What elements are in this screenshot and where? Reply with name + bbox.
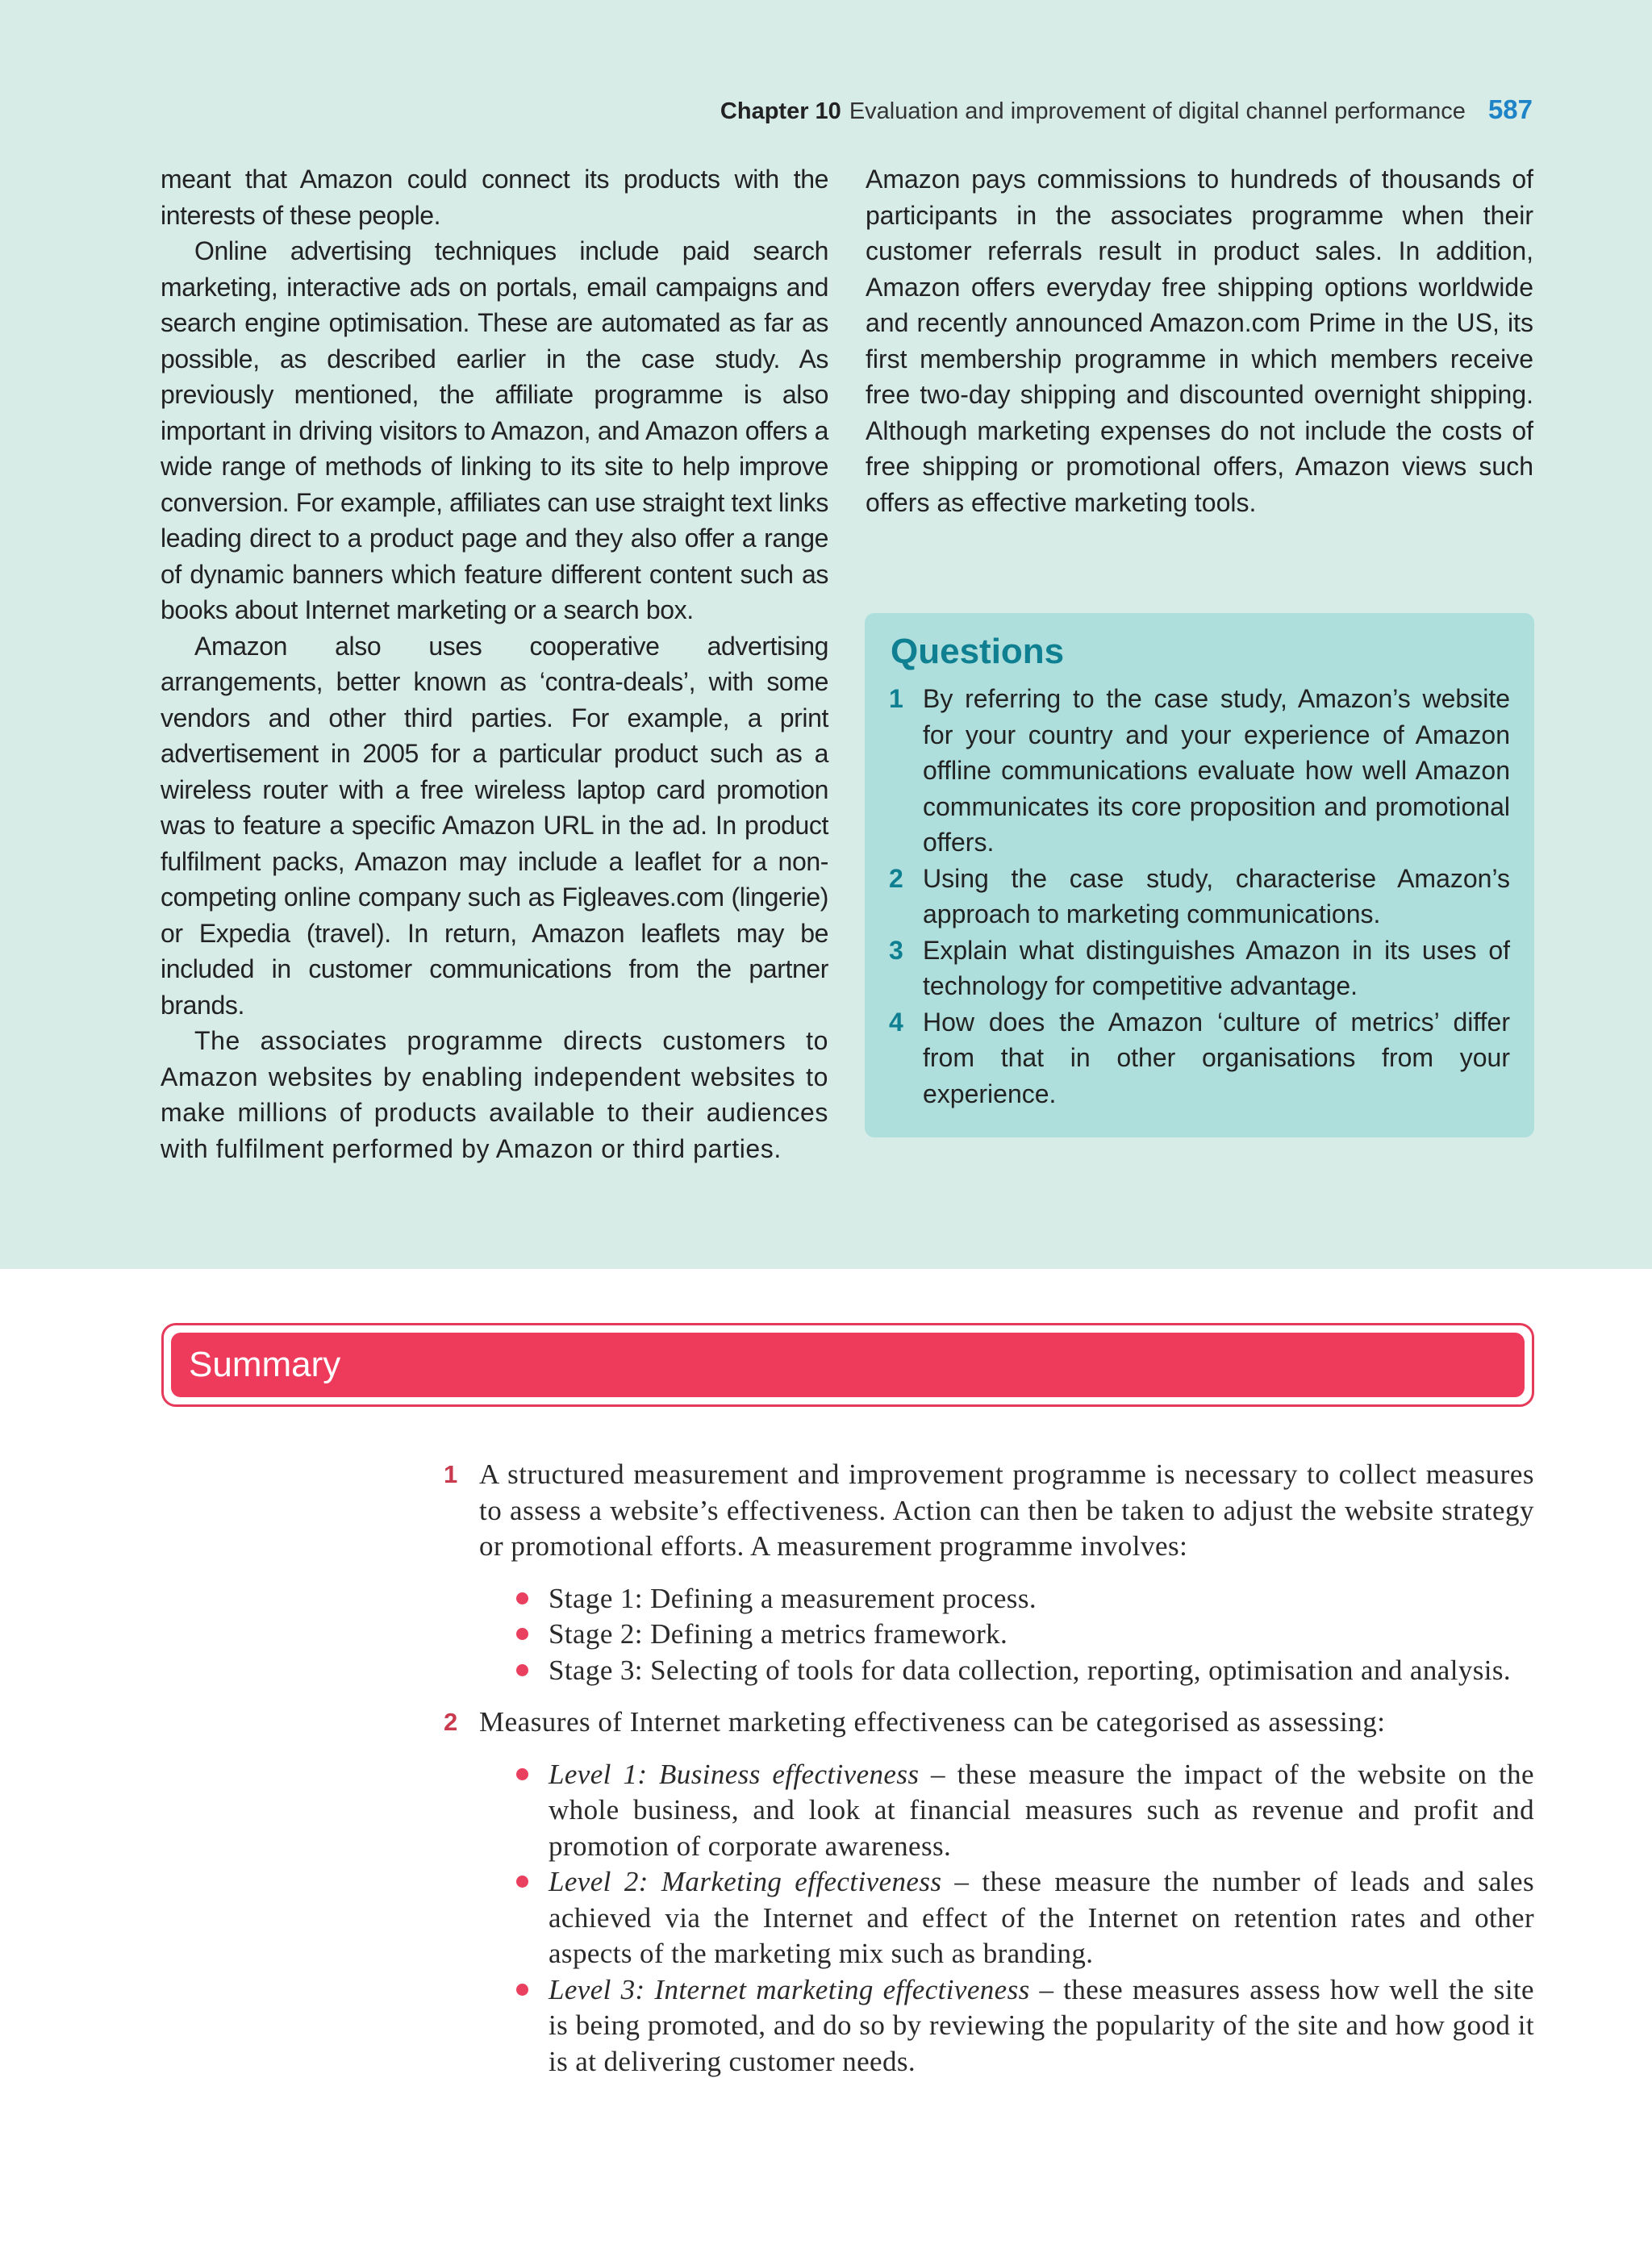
bullet-text: – these measures assess how well the site is being promoted, and do so by reviewing the popularity of the site and how good it is at delivering customer needs. xyxy=(549,1973,1534,2077)
bullet-item xyxy=(479,1581,1534,1617)
bullet-text: Stage 2: Defining a metrics framework. xyxy=(549,1618,1008,1650)
summary-banner-fill xyxy=(171,1333,1525,1397)
bullet-item xyxy=(479,1653,1534,1689)
bullet-item xyxy=(479,1617,1534,1653)
question-item xyxy=(889,681,1510,861)
bullet-dot-icon xyxy=(516,1768,528,1780)
bullet-dot-icon xyxy=(516,1984,528,1996)
bullet-term: Level 3: Internet marketing effectiveness xyxy=(549,1973,1030,2005)
bullet-term: Level 1: Business effectiveness xyxy=(549,1758,920,1790)
summary-item xyxy=(444,1705,1534,2080)
paragraph: Online advertising techniques include paid search marketing, interactive ads on portals, email campaigns and search engine optimisation. These are automated as far as possible, as described earlier in the case study. As previously mentioned, the affiliate programme is also important in driving visitors to Amazon, and Amazon offers a wide range of methods of linking to its site to help improve conversion. For example, affiliates can use straight text links leading direct to a product page and they also offer a range of dynamic banners which feature different content such as books about Internet marketing or a search box. xyxy=(161,236,828,624)
paragraph: Amazon also uses cooperative advertising arrangements, better known as ‘contra-deals’, with some vendors and other third parties. For example, a print advertisement in 2005 for a particular product such as a wireless router with a free wireless laptop card promotion was to feature a specific Amazon URL in the ad. In product fulfilment packs, Amazon may include a leaflet for a non-competing online company such as Figleaves.com (lingerie) or Expedia (travel). In return, Amazon leaflets may be included in customer communications from the partner brands. xyxy=(161,631,828,1020)
question-text: By referring to the case study, Amazon’s website for your country and your experience of Amazon offline communications evaluate how well Amazon communicates its core proposition and promotional offers. xyxy=(923,684,1510,857)
summary-item xyxy=(444,1457,1534,1688)
chapter-title: Evaluation and improvement of digital channel performance xyxy=(849,98,1466,124)
summary-item-number: 2 xyxy=(444,1708,458,1736)
case-study-right-column xyxy=(866,161,1533,520)
bullet-text: – these measure the impact of the website on the whole business, and look at financial measures such as revenue and profit and promotion of corporate awareness. xyxy=(549,1758,1534,1862)
case-study-left-column xyxy=(161,161,828,1166)
questions-box xyxy=(865,613,1534,1137)
bullet-dot-icon xyxy=(516,1628,528,1640)
bullet-text: Stage 1: Defining a measurement process. xyxy=(549,1582,1037,1614)
question-text: How does the Amazon ‘culture of metrics’ differ from that in other organisations from your experience. xyxy=(923,1007,1510,1108)
summary-bullet-list xyxy=(479,1757,1534,2080)
summary-bullet-list xyxy=(479,1581,1534,1689)
summary-heading: Summary xyxy=(189,1345,341,1384)
paragraph: meant that Amazon could connect its products with the interests of these people. xyxy=(161,165,828,230)
question-number: 3 xyxy=(889,935,903,965)
summary-banner xyxy=(161,1323,1534,1407)
bullet-dot-icon xyxy=(516,1664,528,1676)
summary-item-text: A structured measurement and improvement programme is necessary to collect measures to assess a website’s effectiveness. Action can then be taken to adjust the website strategy or promotional efforts. A measurement programme involves: xyxy=(479,1458,1534,1562)
bullet-item xyxy=(479,1972,1534,2080)
summary-item-number: 1 xyxy=(444,1460,458,1488)
questions-list xyxy=(889,681,1510,1112)
running-header xyxy=(161,94,1533,126)
question-item xyxy=(889,1004,1510,1112)
bullet-dot-icon xyxy=(516,1592,528,1604)
bullet-item xyxy=(479,1757,1534,1865)
question-item xyxy=(889,861,1510,933)
paragraph: Amazon pays commissions to hundreds of thousands of participants in the associates programme when their customer referrals result in product sales. In addition, Amazon offers everyday free shipping options worldwide and recently announced Amazon.com Prime in the US, its first membership programme in which members receive free two-day shipping and discounted overnight shipping. Although marketing expenses do not include the costs of free shipping or promotional offers, Amazon views such offers as effective marketing tools. xyxy=(866,165,1533,517)
question-number: 1 xyxy=(889,684,903,713)
summary-item-text: Measures of Internet marketing effectiveness can be categorised as assessing: xyxy=(479,1706,1386,1738)
paragraph: The associates programme directs customers to Amazon websites by enabling independent websites to make millions of products available to their audiences with fulfilment performed by Amazon or third parties. xyxy=(161,1026,828,1163)
bullet-dot-icon xyxy=(516,1876,528,1888)
bullet-text: Stage 3: Selecting of tools for data collection, reporting, optimisation and analysis. xyxy=(549,1654,1512,1686)
bullet-text: – these measure the number of leads and sales achieved via the Internet and effect of the Internet on retention rates and other aspects of the marketing mix such as branding. xyxy=(549,1866,1534,1969)
question-number: 4 xyxy=(889,1007,903,1037)
question-number: 2 xyxy=(889,863,903,893)
bullet-item xyxy=(479,1864,1534,1972)
questions-heading: Questions xyxy=(891,632,1065,671)
question-item xyxy=(889,933,1510,1004)
page-number: 587 xyxy=(1487,94,1533,124)
bullet-term: Level 2: Marketing effectiveness xyxy=(549,1866,942,1897)
summary-body xyxy=(444,1457,1534,2096)
chapter-label: Chapter 10 xyxy=(720,98,841,124)
question-text: Explain what distinguishes Amazon in its uses of technology for competitive advantage. xyxy=(923,935,1510,1000)
question-text: Using the case study, characterise Amazon’s approach to marketing communications. xyxy=(923,863,1510,928)
